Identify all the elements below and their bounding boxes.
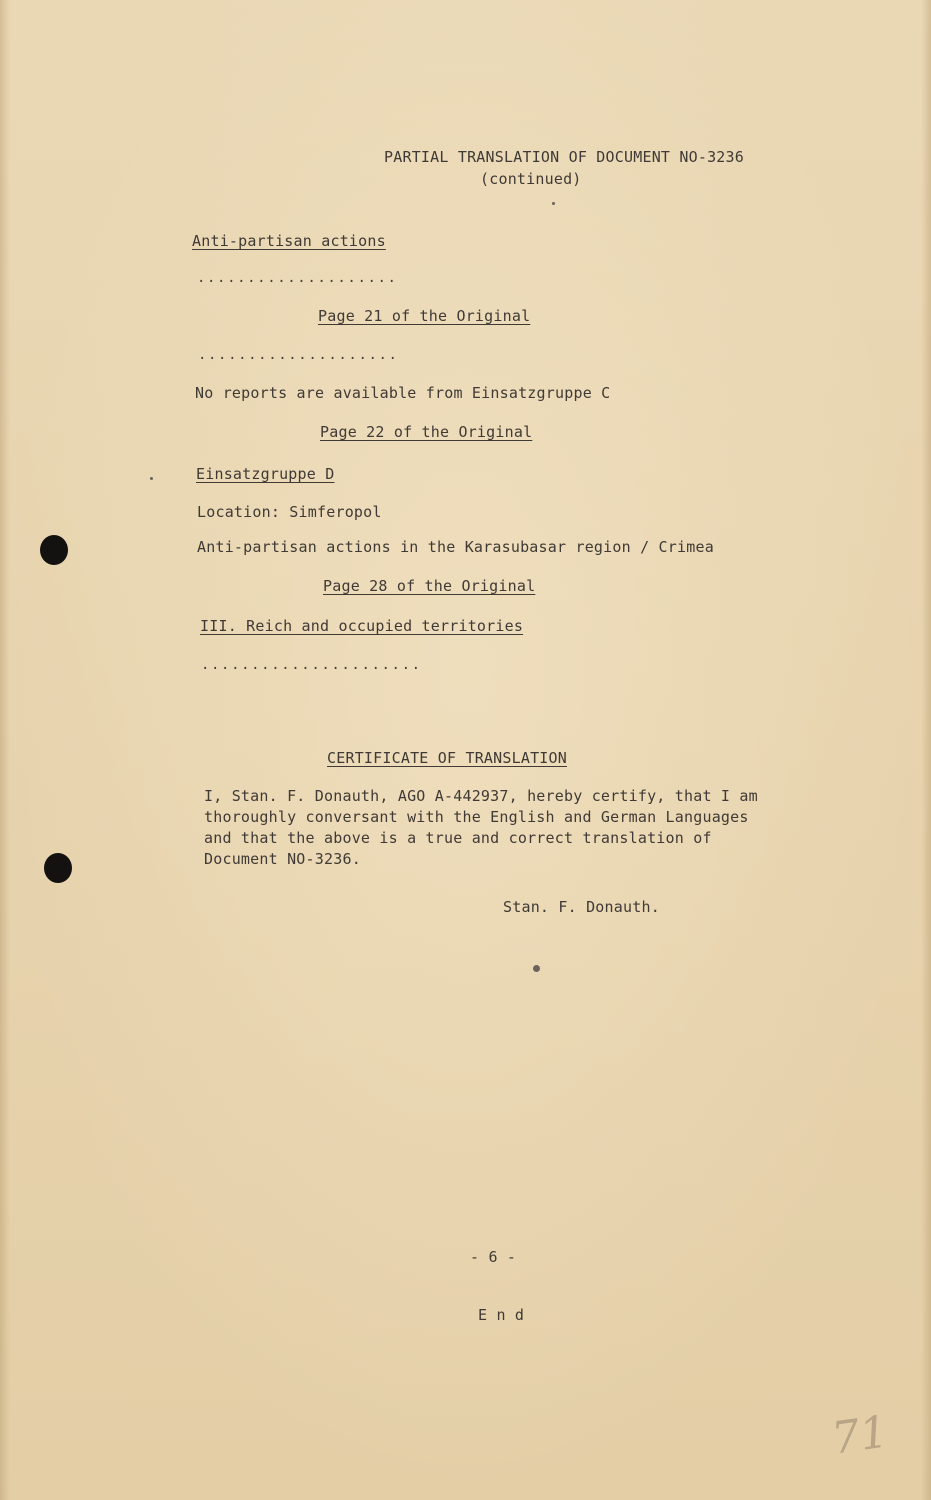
paper-edge-left [0,0,10,1500]
section-heading-einsatzgruppe-d: Einsatzgruppe D [196,465,335,483]
location-line: Location: Simferopol [197,503,382,521]
section-heading-reich: III. Reich and occupied territories [200,617,524,635]
no-reports-line: No reports are available from Einsatzgruppe C [195,384,611,402]
certificate-heading: CERTIFICATE OF TRANSLATION [327,749,567,767]
dotted-separator: .................... [197,270,398,286]
page-reference-28: Page 28 of the Original [323,577,536,595]
anti-partisan-region-line: Anti-partisan actions in the Karasubasar region / Crimea [197,538,714,556]
page-number: - 6 - [470,1248,517,1266]
document-title: PARTIAL TRANSLATION OF DOCUMENT NO-3236 [384,148,744,166]
section-heading-anti-partisan: Anti-partisan actions [192,232,386,250]
paper-speck [552,202,555,205]
page-reference-21: Page 21 of the Original [318,307,531,325]
dotted-separator: .................... [198,347,399,363]
paper-speck [533,965,540,972]
page-reference-22: Page 22 of the Original [320,423,533,441]
translator-signature: Stan. F. Donauth. [503,898,660,916]
dotted-separator: ...................... [201,657,422,673]
punch-hole-bottom [44,853,72,883]
paper-edge-right [921,0,931,1500]
document-subtitle: (continued) [480,170,582,188]
handwritten-page-number: 71 [828,1406,892,1465]
punch-hole-top [40,535,68,565]
certificate-body: I, Stan. F. Donauth, AGO A-442937, hereby certify, that I am thoroughly conversant with the English and German Languages and that the above is a true and correct translation of Document NO-3236. [204,787,758,868]
paper-speck [150,477,153,480]
end-marker: E n d [478,1306,525,1324]
